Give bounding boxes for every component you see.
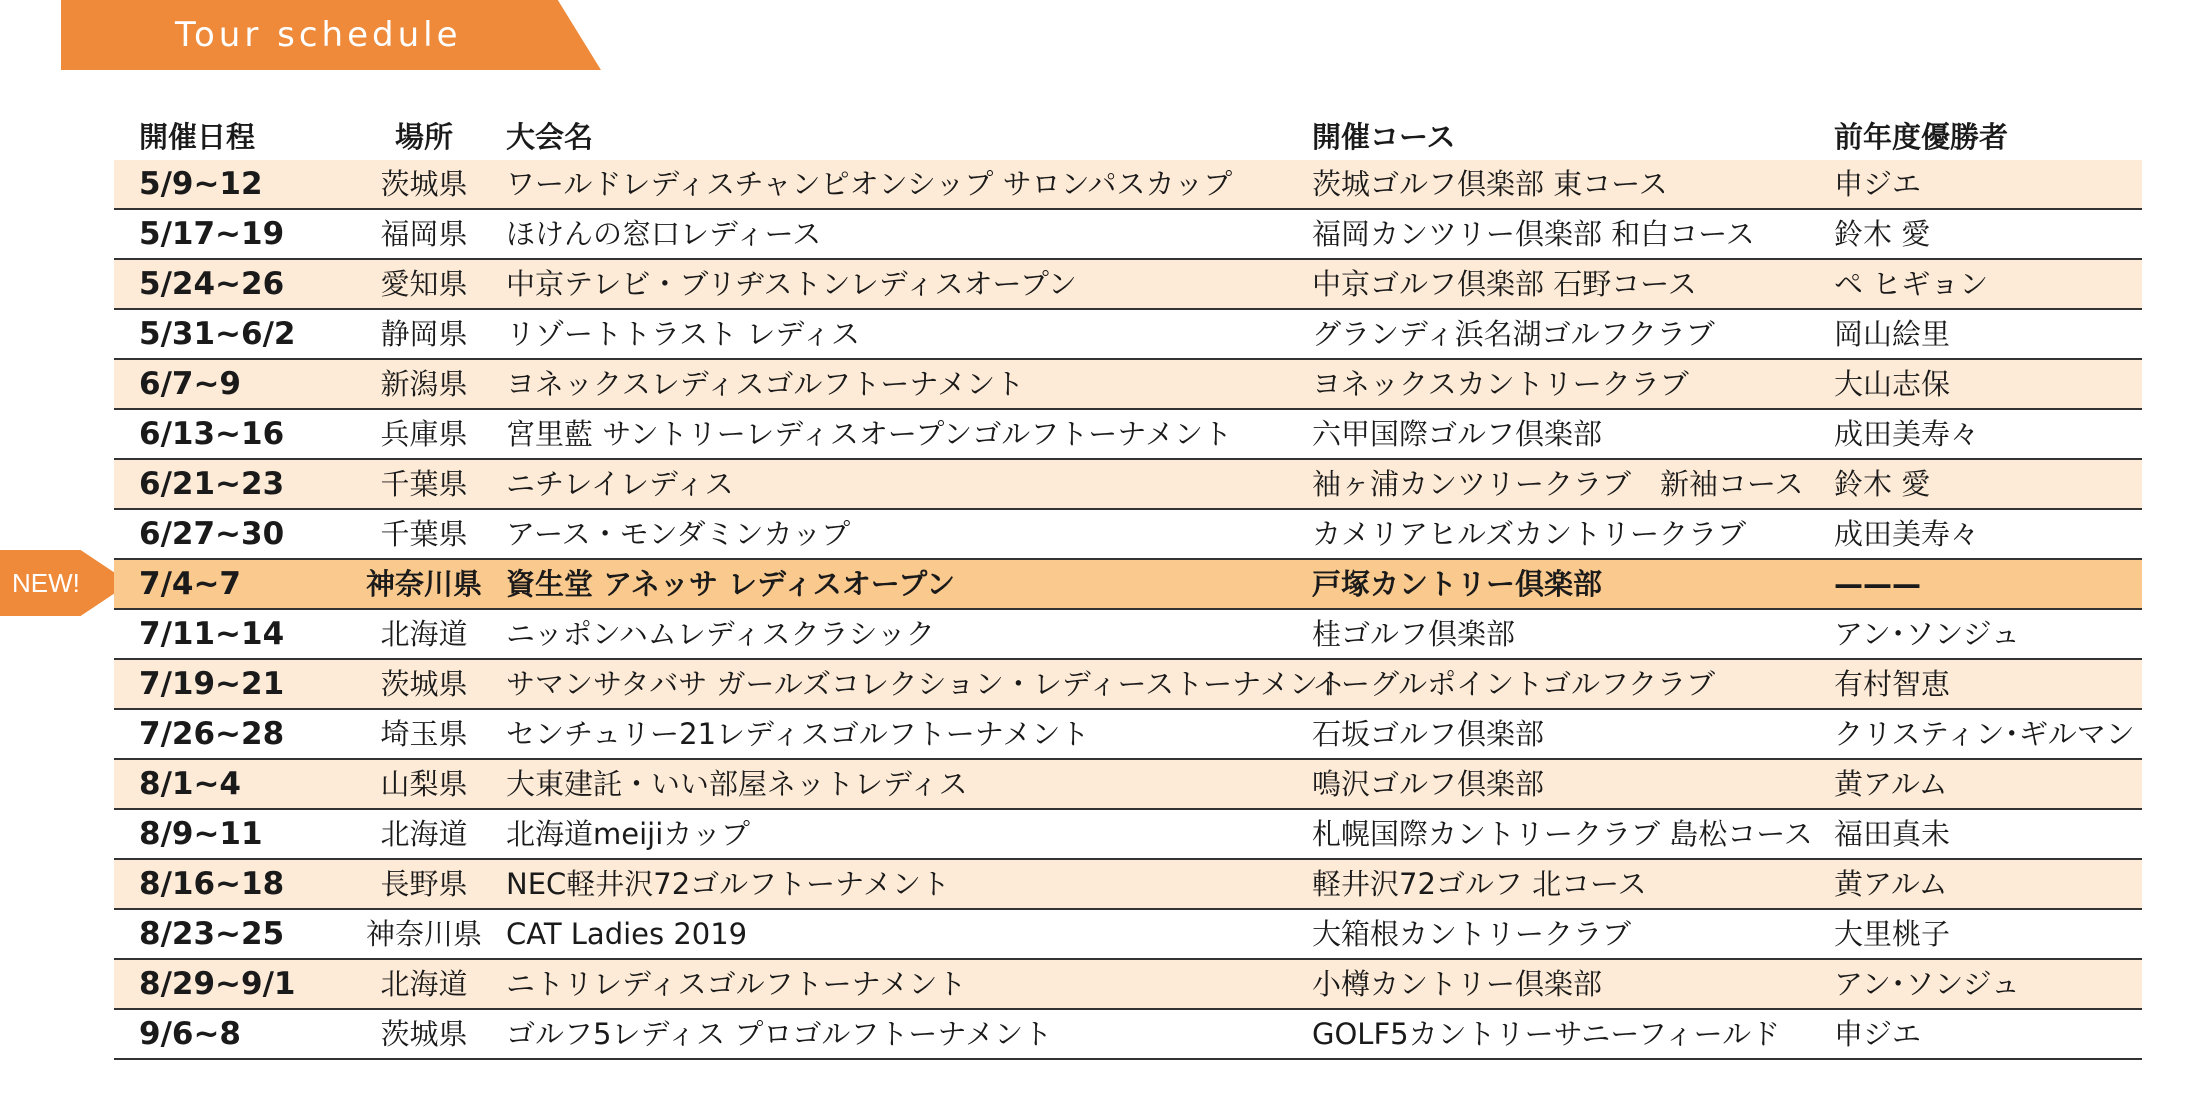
cell-winner: 鈴木 愛 <box>1834 217 1931 251</box>
cell-date: 8/23~25 <box>139 916 285 952</box>
cell-winner: アン･ソンジュ <box>1834 617 2021 651</box>
cell-winner: 岡山絵里 <box>1834 317 1951 351</box>
cell-date: 8/16~18 <box>139 866 285 902</box>
cell-winner: 黄アルム <box>1834 767 1948 801</box>
cell-name: 北海道meijiカップ <box>506 817 750 851</box>
table-row <box>114 610 2142 660</box>
cell-course: 茨城ゴルフ倶楽部 東コース <box>1312 167 1668 201</box>
cell-date: 5/24~26 <box>139 266 285 302</box>
cell-date: 6/27~30 <box>139 516 285 552</box>
cell-place: 神奈川県 <box>365 917 482 951</box>
table-row <box>114 860 2142 910</box>
cell-place: 山梨県 <box>380 767 468 801</box>
cell-winner: 申ジエ <box>1834 167 1922 201</box>
cell-place: 茨城県 <box>380 167 468 201</box>
new-badge: NEW! <box>12 568 80 598</box>
cell-place: 長野県 <box>380 867 468 901</box>
table-row <box>114 210 2142 260</box>
cell-name: 宮里藍 サントリーレディスオープンゴルフトーナメント <box>506 417 1233 451</box>
cell-date: 7/26~28 <box>139 716 285 752</box>
cell-place: 茨城県 <box>380 667 468 701</box>
table-row <box>114 660 2142 710</box>
header-date: 開催日程 <box>139 120 256 154</box>
cell-course: 袖ヶ浦カンツリークラブ 新袖コース <box>1312 467 1804 501</box>
cell-place: 神奈川県 <box>365 567 482 601</box>
cell-winner: ——— <box>1834 567 1921 601</box>
cell-name: ほけんの窓口レディース <box>506 217 822 251</box>
cell-date: 5/9~12 <box>139 166 263 202</box>
cell-place: 兵庫県 <box>380 417 468 451</box>
cell-course: 石坂ゴルフ倶楽部 <box>1312 717 1545 751</box>
cell-course: 六甲国際ゴルフ倶楽部 <box>1312 417 1603 451</box>
table-row-new <box>114 560 2142 610</box>
cell-date: 7/11~14 <box>139 616 285 652</box>
cell-place: 福岡県 <box>380 217 468 251</box>
cell-winner: 成田美寿々 <box>1834 517 1980 551</box>
cell-course: 軽井沢72ゴルフ 北コース <box>1312 867 1647 901</box>
table-row <box>114 910 2142 960</box>
header-course: 開催コース <box>1312 120 1456 154</box>
cell-date: 6/13~16 <box>139 416 285 452</box>
table-row <box>114 310 2142 360</box>
cell-place: 新潟県 <box>380 367 468 401</box>
cell-winner: アン･ソンジュ <box>1834 967 2021 1001</box>
cell-name: 大東建託・いい部屋ネットレディス <box>506 767 968 801</box>
cell-winner: 鈴木 愛 <box>1834 467 1931 501</box>
table-row <box>114 1010 2142 1060</box>
cell-winner: クリスティン･ギルマン <box>1834 717 2135 751</box>
cell-name: ゴルフ5レディス プロゴルフトーナメント <box>506 1017 1053 1051</box>
cell-course: グランディ浜名湖ゴルフクラブ <box>1312 317 1715 351</box>
table-row <box>114 760 2142 810</box>
cell-course: イーグルポイントゴルフクラブ <box>1312 667 1716 701</box>
table-row <box>114 160 2142 210</box>
header-winner: 前年度優勝者 <box>1834 120 2009 154</box>
cell-place: 愛知県 <box>380 267 468 301</box>
table-row <box>114 510 2142 560</box>
cell-place: 千葉県 <box>380 517 468 551</box>
table-row <box>114 460 2142 510</box>
cell-place: 静岡県 <box>380 317 468 351</box>
cell-date: 9/6~8 <box>139 1016 242 1052</box>
cell-name: ニチレイレディス <box>506 467 734 501</box>
cell-date: 6/7~9 <box>139 366 242 402</box>
cell-place: 北海道 <box>380 967 468 1001</box>
cell-course: カメリアヒルズカントリークラブ <box>1312 517 1747 551</box>
cell-course: 大箱根カントリークラブ <box>1312 917 1632 951</box>
cell-winner: 大里桃子 <box>1834 917 1951 951</box>
cell-name: CAT Ladies 2019 <box>506 917 748 951</box>
table-row <box>114 960 2142 1010</box>
cell-winner: 有村智恵 <box>1834 667 1951 701</box>
cell-date: 7/4~7 <box>139 566 242 602</box>
cell-name: ワールドレディスチャンピオンシップ サロンパスカップ <box>506 167 1233 201</box>
cell-place: 千葉県 <box>380 467 468 501</box>
schedule-table <box>114 110 2142 1060</box>
cell-date: 8/1~4 <box>139 766 242 802</box>
cell-winner: 成田美寿々 <box>1834 417 1980 451</box>
table-row <box>114 260 2142 310</box>
cell-name: ニッポンハムレディスクラシック <box>506 617 935 651</box>
cell-winner: 福田真未 <box>1834 817 1951 851</box>
cell-winner: ペ ヒギョン <box>1834 267 1989 301</box>
header-name: 大会名 <box>506 120 594 154</box>
cell-name: 資生堂 アネッサ レディスオープン <box>506 567 956 601</box>
table-row <box>114 710 2142 760</box>
cell-date: 7/19~21 <box>139 666 285 702</box>
cell-course: 桂ゴルフ倶楽部 <box>1312 617 1516 651</box>
page-title: Tour schedule <box>175 15 462 55</box>
table-header <box>114 110 2142 160</box>
cell-winner: 黄アルム <box>1834 867 1948 901</box>
cell-place: 北海道 <box>380 817 468 851</box>
cell-winner: 申ジエ <box>1834 1017 1922 1051</box>
cell-course: ヨネックスカントリークラブ <box>1312 367 1689 401</box>
table-row <box>114 810 2142 860</box>
cell-course: 戸塚カントリー倶楽部 <box>1312 567 1603 601</box>
cell-course: GOLF5カントリーサニーフィールド <box>1312 1017 1781 1051</box>
cell-date: 8/29~9/1 <box>139 966 296 1002</box>
header-place: 場所 <box>394 120 453 154</box>
cell-course: 鳴沢ゴルフ倶楽部 <box>1312 767 1545 801</box>
cell-course: 札幌国際カントリークラブ 島松コース <box>1312 817 1813 851</box>
cell-name: NEC軽井沢72ゴルフトーナメント <box>506 867 951 901</box>
cell-place: 茨城県 <box>380 1017 468 1051</box>
cell-course: 小樽カントリー倶楽部 <box>1312 967 1603 1001</box>
table-row <box>114 410 2142 460</box>
cell-course: 福岡カンツリー倶楽部 和白コース <box>1312 217 1755 251</box>
cell-name: リゾートトラスト レディス <box>506 317 861 351</box>
cell-date: 8/9~11 <box>139 816 263 852</box>
cell-winner: 大山志保 <box>1834 367 1951 401</box>
cell-date: 6/21~23 <box>139 466 285 502</box>
cell-place: 北海道 <box>380 617 468 651</box>
cell-name: センチュリー21レディスゴルフトーナメント <box>506 717 1090 751</box>
cell-name: 中京テレビ・ブリヂストンレディスオープン <box>506 267 1077 301</box>
table-row <box>114 360 2142 410</box>
cell-date: 5/17~19 <box>139 216 285 252</box>
cell-place: 埼玉県 <box>380 717 468 751</box>
cell-name: アース・モンダミンカップ <box>506 517 851 551</box>
cell-name: サマンサタバサ ガールズコレクション・レディーストーナメント <box>506 667 1347 701</box>
cell-name: ヨネックスレディスゴルフトーナメント <box>506 367 1025 401</box>
cell-date: 5/31~6/2 <box>139 316 296 352</box>
cell-name: ニトリレディスゴルフトーナメント <box>506 967 967 1001</box>
cell-course: 中京ゴルフ倶楽部 石野コース <box>1312 267 1697 301</box>
